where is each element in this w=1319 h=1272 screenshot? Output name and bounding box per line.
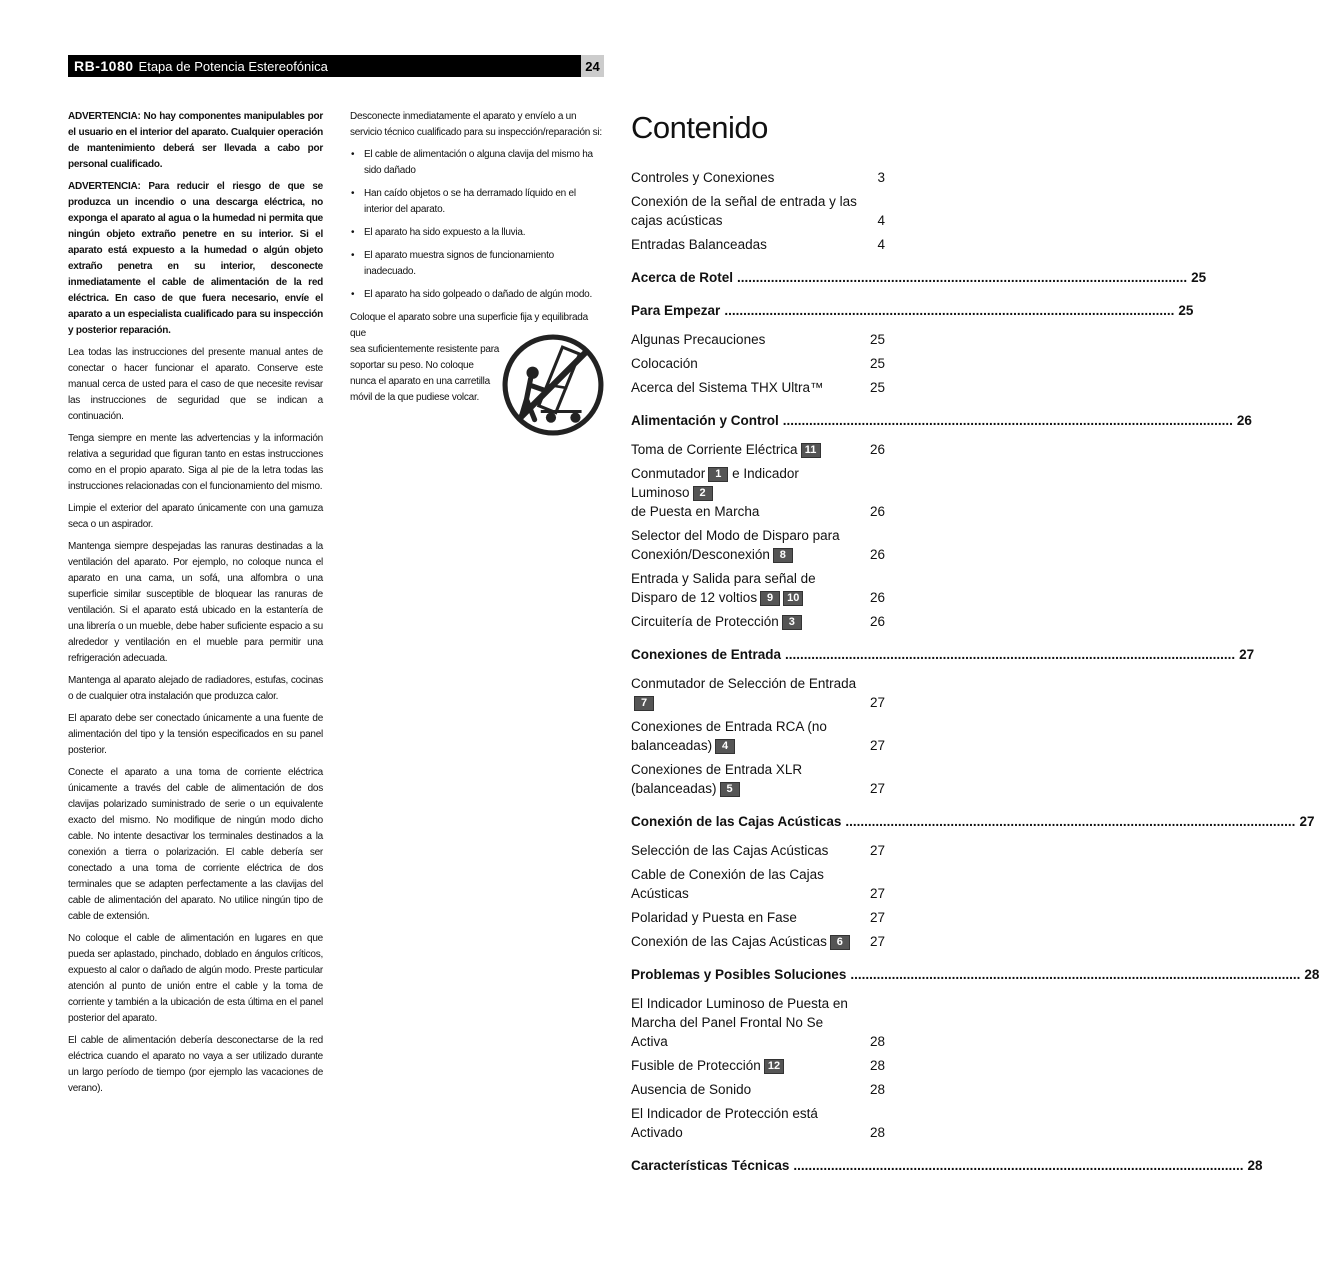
toc-section — [631, 645, 1255, 664]
toc-entry — [631, 378, 885, 397]
page-header — [68, 55, 581, 77]
reference-number-badge: 3 — [782, 615, 802, 630]
toc-entry — [631, 932, 885, 951]
toc-section-title: Acerca de Rotel — [631, 270, 734, 285]
reference-number-badge: 11 — [801, 443, 821, 458]
safety-paragraph: El aparato debe ser conectado únicamente a una fuente de alimentación del tipo y la tensión especificados en su panel posterior. — [68, 713, 323, 756]
toc-entry-page: 27 — [869, 781, 885, 796]
toc-title: Contenido — [631, 110, 768, 145]
toc-entry-page: 27 — [869, 843, 885, 858]
toc-entry-page: 26 — [869, 590, 885, 605]
toc-entry — [631, 841, 885, 860]
toc-entry-page: 26 — [869, 442, 885, 457]
safety-paragraph: El cable de alimentación debería desconectarse de la red eléctrica cuando el aparato no vaya a ser utilizado durante un largo período de tiempo (por ejemplo las vacaciones de verano). — [68, 1035, 323, 1094]
toc-entry — [631, 760, 885, 798]
toc-entry-title — [631, 354, 861, 373]
toc-entry-title — [631, 235, 861, 254]
reference-number-badge: 6 — [830, 935, 850, 950]
toc-entry-page: 27 — [869, 738, 885, 753]
toc-entry-title — [631, 1080, 861, 1099]
toc-entry-page: 27 — [869, 934, 885, 949]
toc-section-title: Conexión de las Cajas Acústicas — [631, 814, 842, 829]
no-cart-tipover-icon — [502, 334, 604, 436]
reference-number-badge: 8 — [773, 548, 793, 563]
toc-entry-text: Ausencia de Sonido — [631, 1082, 752, 1097]
toc-entry — [631, 994, 885, 1051]
toc-entry-title — [631, 932, 861, 951]
table-of-contents — [631, 108, 1319, 1185]
toc-entry-text: Entrada y Salida para señal de Disparo de 12 voltios — [631, 571, 816, 605]
toc-entry — [631, 330, 885, 349]
toc-entry-text: Controles y Conexiones — [631, 170, 775, 185]
safety-column-right — [350, 109, 605, 406]
toc-entry-title — [631, 674, 861, 712]
safety-paragraph: Mantenga siempre despejadas las ranuras destinadas a la ventilación del aparato. Por ejemplo, no coloque nunca el aparato en una cama, un sofá, una alfombra o una superficie similar susceptible de bloquear las ranuras de ventilación. Si el aparato está ubicado en la estantería de una librería o un mueble, debe haber suficiente espacio a su alrededor y ventilación en el mueble para permitir una refrigeración adecuada. — [68, 541, 323, 664]
toc-entry-text: El Indicador de Protección está Activado — [631, 1106, 818, 1140]
toc-leader-dots: ........................................................................................................................ — [737, 270, 1188, 285]
toc-section-page: 28 — [1304, 967, 1319, 982]
toc-items — [631, 168, 1319, 1175]
toc-entry-page: 26 — [869, 504, 885, 519]
toc-entry-title — [631, 569, 861, 607]
toc-entry-text: Selección de las Cajas Acústicas — [631, 843, 829, 858]
toc-entry-page: 4 — [877, 213, 885, 228]
toc-entry-title — [631, 717, 861, 755]
safety-paragraph: Lea todas las instrucciones del presente manual antes de conectar o hacer funcionar el aparato. Conserve este manual cerca de usted para el caso de que necesite revisar las instrucciones de seguridad que se indican a continuación. — [68, 347, 323, 422]
toc-section-page: 26 — [1236, 413, 1252, 428]
toc-entry — [631, 440, 885, 459]
toc-entry — [631, 717, 885, 755]
toc-entry-text: Conexiones de Entrada RCA (no balanceadas) — [631, 719, 827, 753]
toc-entry-text: Entradas Balanceadas — [631, 237, 767, 252]
toc-entry-page: 27 — [869, 695, 885, 710]
toc-entry-text: Conexión de las Cajas Acústicas — [631, 934, 827, 949]
toc-entry-text: Colocación — [631, 356, 698, 371]
toc-entry-text: Cable de Conexión de las Cajas Acústicas — [631, 867, 824, 901]
toc-entry-page: 25 — [869, 356, 885, 371]
toc-entry-title — [631, 526, 861, 564]
toc-entry-page: 27 — [869, 910, 885, 925]
toc-section-title: Características Técnicas — [631, 1158, 790, 1173]
toc-section — [631, 1156, 1263, 1175]
toc-section-page: 27 — [1299, 814, 1315, 829]
toc-entry-page: 28 — [869, 1082, 885, 1097]
toc-leader-dots: ........................................................................................................................ — [850, 967, 1301, 982]
toc-entry-text: Circuitería de Protección — [631, 614, 779, 629]
toc-section-page: 25 — [1178, 303, 1194, 318]
reference-number-badge: 7 — [634, 696, 654, 711]
service-intro: Desconecte inmediatamente el aparato y envíelo a un servicio técnico cualificado para su inspección/reparación si: — [350, 111, 602, 138]
toc-entry — [631, 674, 885, 712]
toc-entry-title — [631, 168, 861, 187]
reference-number-badge: 12 — [764, 1059, 784, 1074]
toc-section-title: Para Empezar — [631, 303, 721, 318]
safety-paragraph: Tenga siempre en mente las advertencias y la información relativa a seguridad que figuran tanto en estas instrucciones como en el propio aparato. Siga al pie de la letra todas las instrucciones relacionadas con el funcionamiento del mismo. — [68, 433, 323, 492]
toc-entry-title — [631, 440, 861, 459]
toc-entry-page: 28 — [869, 1125, 885, 1140]
toc-section — [631, 965, 1319, 984]
service-condition-item: • El cable de alimentación o alguna clavija del mismo ha sido dañado — [350, 147, 605, 179]
reference-number-badge: 1 — [708, 467, 728, 482]
warning-paragraph: ADVERTENCIA: Para reducir el riesgo de que se produzca un incendio o una descarga eléctrica, no exponga el aparato al agua o la humedad ni permita que ningún objeto extraño penetre en su interior. Si el aparato está expuesto a la humedad o algún objeto extraño penetra en su interior, desconecte inmediatamente el cable de alimentación de la red eléctrica. En caso de que fuera necesario, envíe el aparato a un especialista cualificado para su inspección y posterior reparación. — [68, 181, 323, 336]
toc-entry-text: Conmutador — [631, 466, 706, 481]
toc-entry-text: Conexiones de Entrada XLR (balanceadas) — [631, 762, 803, 796]
reference-number-badge: 4 — [715, 739, 735, 754]
toc-entry-title — [631, 1056, 861, 1075]
toc-entry-text: Acerca del Sistema THX Ultra™ — [631, 380, 824, 395]
toc-section — [631, 812, 1315, 831]
reference-number-badge: 10 — [783, 591, 803, 606]
safety-column-left — [68, 109, 323, 1103]
cart-warning-text: sea suficientemente resistente para soportar su peso. No coloque nunca el aparato en una carretilla móvil de la que pudiese volcar. — [350, 344, 500, 403]
toc-entry — [631, 569, 885, 607]
toc-entry-text: Algunas Precauciones — [631, 332, 766, 347]
toc-leader-dots: ........................................................................................................................ — [724, 303, 1175, 318]
toc-section — [631, 301, 1194, 320]
toc-entry-title — [631, 612, 861, 631]
safety-paragraph: No coloque el cable de alimentación en lugares en que pueda ser aplastado, pinchado, doblado en ángulos críticos, expuesto al calor o dañado de algún modo. Preste particular atención al punto de unión entre el cable y la toma de corriente y también a la ubicación de esta última en el panel posterior del aparato. — [68, 933, 323, 1024]
toc-entry-text: Polaridad y Puesta en Fase — [631, 910, 797, 925]
toc-section-page: 25 — [1191, 270, 1207, 285]
toc-section-title: Alimentación y Control — [631, 413, 779, 428]
toc-entry-title — [631, 841, 861, 860]
reference-number-badge: 2 — [693, 486, 713, 501]
service-condition-item: • El aparato ha sido expuesto a la lluvia. — [350, 225, 605, 241]
toc-entry — [631, 526, 885, 564]
toc-leader-dots: ........................................................................................................................ — [782, 413, 1233, 428]
toc-section-page: 27 — [1239, 647, 1255, 662]
toc-entry-text: Selector del Modo de Disparo para Conexión/Desconexión — [631, 528, 840, 562]
toc-entry-title — [631, 908, 861, 927]
toc-entry — [631, 1104, 885, 1142]
toc-entry-title — [631, 865, 861, 903]
toc-entry-title — [631, 760, 861, 798]
toc-entry-text: e Indicador Luminoso — [631, 466, 799, 500]
service-condition-item: • El aparato ha sido golpeado o dañado de algún modo. — [350, 287, 605, 303]
toc-entry — [631, 192, 885, 230]
toc-entry-page: 25 — [869, 380, 885, 395]
toc-entry — [631, 168, 885, 187]
toc-entry — [631, 1056, 885, 1075]
toc-entry-title — [631, 1104, 861, 1142]
toc-leader-dots: ........................................................................................................................ — [845, 814, 1296, 829]
service-condition-item: • Han caído objetos o se ha derramado líquido en el interior del aparato. — [350, 186, 605, 218]
service-condition-item: • El aparato muestra signos de funcionamiento inadecuado. — [350, 248, 605, 280]
toc-entry — [631, 464, 885, 521]
toc-section — [631, 411, 1252, 430]
toc-entry-text: de Puesta en Marcha — [631, 504, 760, 519]
toc-entry-page: 4 — [877, 237, 885, 252]
toc-section-title: Conexiones de Entrada — [631, 647, 782, 662]
toc-section — [631, 268, 1207, 287]
toc-entry-page: 28 — [869, 1034, 885, 1049]
toc-entry — [631, 235, 885, 254]
toc-entry-title — [631, 192, 861, 230]
toc-entry-title — [631, 330, 861, 349]
toc-entry-title — [631, 994, 861, 1051]
service-conditions-list — [350, 147, 605, 303]
cart-warning — [350, 310, 605, 406]
toc-entry-text: El Indicador Luminoso de Puesta en Marcha del Panel Frontal No Se Activa — [631, 996, 848, 1049]
toc-entry-page: 26 — [869, 614, 885, 629]
toc-entry — [631, 612, 885, 631]
safety-paragraph: Conecte el aparato a una toma de corriente eléctrica únicamente a través del cable de alimentación de dos clavijas polarizado suministrado de serie o un equivalente exacto del mismo. No modifique de ningún modo dicho cable. No intente desactivar los terminales destinados a la conexión a tierra o polarización. El cable debería ser conectado a una toma de corriente eléctrica de dos terminales que se adapten perfectamente a las clavijas del cable de alimentación del aparato. No utilice ningún tipo de cable de extensión. — [68, 767, 323, 922]
toc-leader-dots: ........................................................................................................................ — [793, 1158, 1244, 1173]
toc-entry — [631, 865, 885, 903]
toc-entry-text: Toma de Corriente Eléctrica — [631, 442, 798, 457]
toc-entry-text: Conexión de la señal de entrada y las cajas acústicas — [631, 194, 857, 228]
warning-paragraph: ADVERTENCIA: No hay componentes manipulables por el usuario en el interior del aparato. Cualquier operación de mantenimiento deberá ser llevada a cabo por personal cualificado. — [68, 111, 323, 170]
model-name: RB-1080 — [74, 58, 134, 74]
reference-number-badge: 5 — [720, 782, 740, 797]
toc-entry-text: Fusible de Protección — [631, 1058, 761, 1073]
page-number: 24 — [581, 55, 604, 77]
header-subtitle: Etapa de Potencia Estereofónica — [138, 58, 328, 74]
safety-paragraph: Mantenga al aparato alejado de radiadores, estufas, cocinas o de cualquier otra instalación que produzca calor. — [68, 675, 323, 702]
cart-warning-lead: Coloque el aparato sobre una superficie fija y equilibrada que — [350, 312, 588, 339]
toc-entry-title — [631, 464, 861, 521]
toc-entry-page: 3 — [877, 170, 885, 185]
toc-section-title: Problemas y Posibles Soluciones — [631, 967, 847, 982]
reference-number-badge: 9 — [760, 591, 780, 606]
toc-entry-page: 26 — [869, 547, 885, 562]
toc-entry — [631, 354, 885, 373]
toc-entry-text: Conmutador de Selección de Entrada — [631, 676, 857, 691]
toc-leader-dots: ........................................................................................................................ — [785, 647, 1236, 662]
toc-section-page: 28 — [1247, 1158, 1263, 1173]
toc-entry-page: 28 — [869, 1058, 885, 1073]
safety-paragraph: Limpie el exterior del aparato únicamente con una gamuza seca o un aspirador. — [68, 503, 323, 530]
toc-entry-page: 27 — [869, 886, 885, 901]
toc-entry — [631, 1080, 885, 1099]
toc-entry-page: 25 — [869, 332, 885, 347]
toc-entry — [631, 908, 885, 927]
toc-entry-title — [631, 378, 861, 397]
